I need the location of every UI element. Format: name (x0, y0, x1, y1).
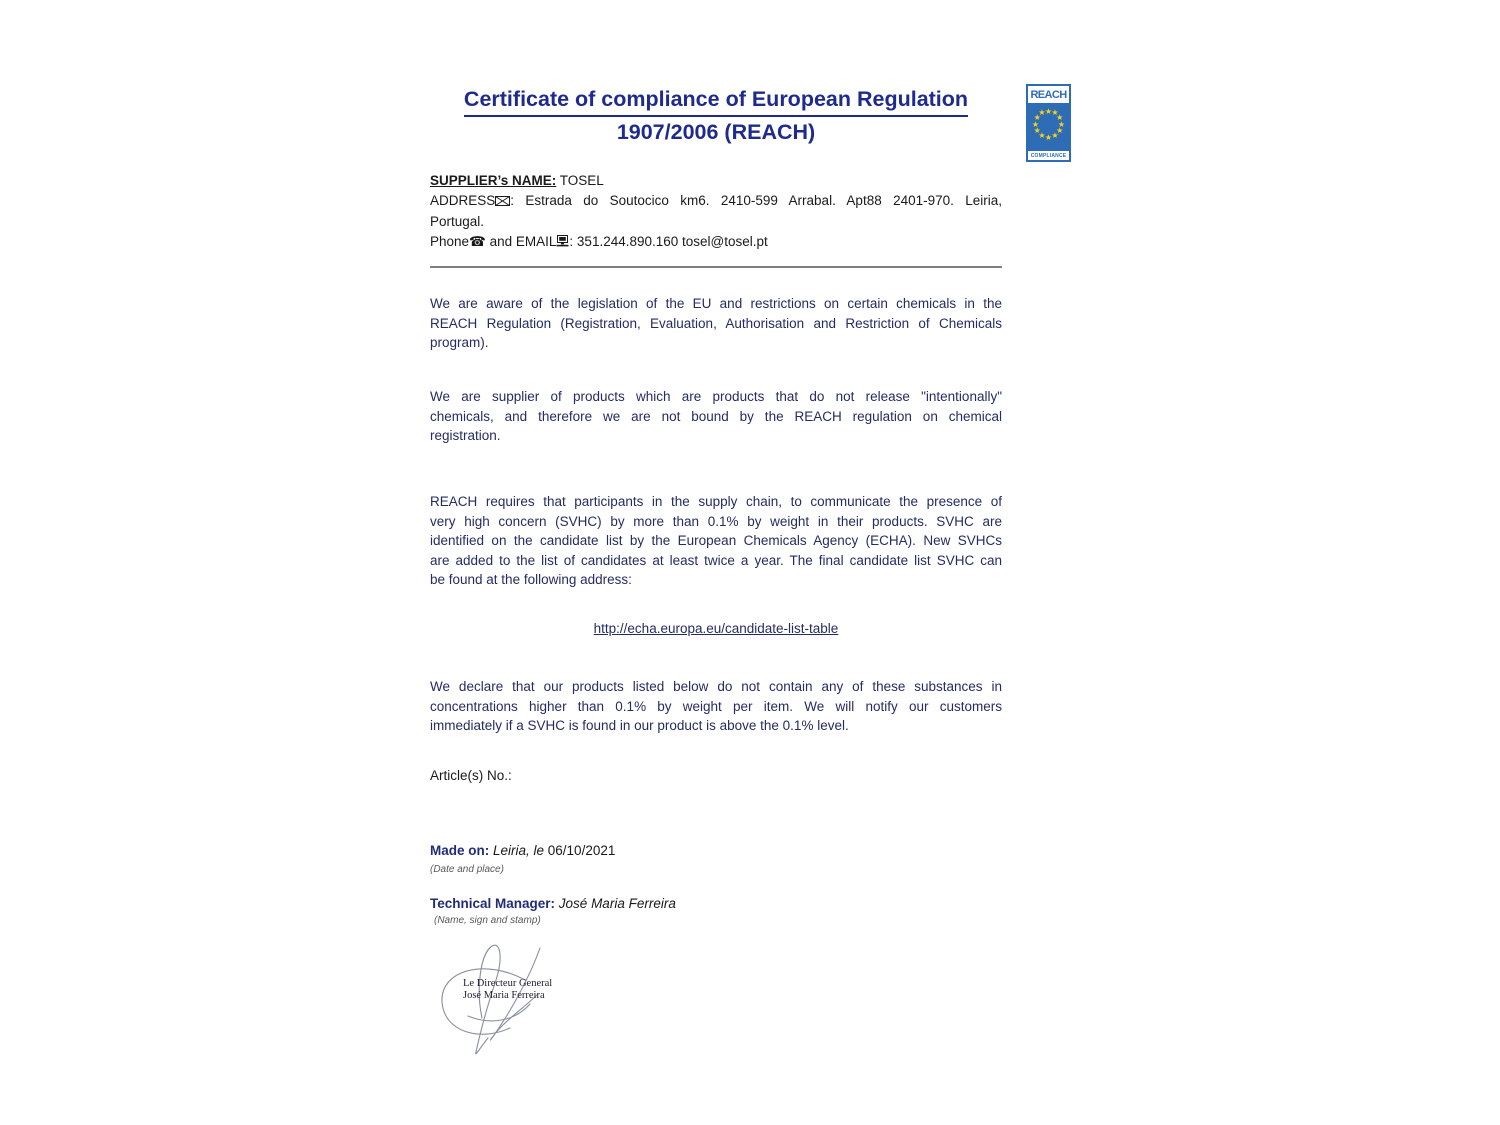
supplier-name-label: SUPPLIER’s NAME: (430, 173, 557, 188)
paragraph-svhc-requirements: REACH requires that participants in the supply chain, to communicate the presence of very high concern (SVHC) by more than 0.1% by weight in their products. SVHC are identified on the candidate list by the European Chemicals Agency (ECHA). New SVHCs are added to the list of candidates at least twice a year. The final candidate list SVHC can be found at the following address: (430, 494, 1002, 587)
computer-icon (556, 233, 569, 253)
made-on-place: Leiria, le (489, 843, 548, 858)
supplier-name-value: TOSEL (556, 173, 604, 188)
signature-title: Le Directeur General (463, 978, 553, 989)
signature-name: José Maria Ferreira (463, 989, 545, 1001)
paragraph-declaration: We declare that our products listed below do not contain any of these substances in concentrations higher than 0.1% by weight per item. We will notify our customers immediately if a SVHC is found in our product is above the 0.1% level. (430, 679, 1002, 733)
made-on-label: Made on: (430, 843, 490, 858)
envelope-icon (495, 192, 510, 212)
page-title (430, 84, 1002, 147)
paragraph-awareness: We are aware of the legislation of the EU and restrictions on certain chemicals in the REACH Regulation (Registration, Evaluation, Authorisation and Restriction of Chemicals program). (430, 296, 1002, 350)
candidate-list-link[interactable]: http://echa.europa.eu/candidate-list-table (593, 621, 839, 636)
signature-stamp-text (463, 978, 552, 1001)
title-line-2: 1907/2006 (REACH) (616, 120, 816, 144)
articles-number-label: Article(s) No.: (430, 768, 512, 783)
reach-compliance-logo (1026, 84, 1071, 162)
eu-stars-icon: ★ ★ ★ ★ ★ ★ ★ ★ ★ ★ ★ ★ (1031, 106, 1066, 142)
reach-logo-title: REACH (1028, 86, 1069, 103)
supplier-contact-line: Phone☎ and EMAIL : 351.244.890.160 tosel@tosel.pt (430, 232, 1002, 253)
reach-logo-compliance-label: COMPLIANCE (1028, 151, 1069, 160)
title-line-1: Certificate of compliance of European Regulation (430, 84, 1002, 117)
made-on-date: 06/10/2021 (547, 843, 616, 858)
paragraph-supplier-status: We are supplier of products which are products that do not release "intentionally" chemicals, and therefore we are not bound by the REACH regulation on chemical registration. (430, 389, 1002, 443)
supplier-info (430, 171, 1002, 253)
date-place-note: (Date and place) (430, 864, 504, 875)
candidate-list-link-line (430, 621, 1002, 636)
horizontal-rule (430, 266, 1002, 268)
phone-icon: ☎ (469, 234, 486, 249)
supplier-address-line-2: Portugal. (430, 214, 485, 229)
supplier-name-line (430, 171, 1002, 191)
signature-block (430, 940, 580, 1055)
made-on-line (430, 843, 1002, 858)
technical-manager-label: Technical Manager: (430, 896, 556, 911)
technical-manager-value: José Maria Ferreira (555, 896, 676, 911)
name-sign-stamp-note: (Name, sign and stamp) (434, 915, 541, 926)
technical-manager-line (430, 896, 1002, 911)
supplier-address-line-1: ADDRESS : Estrada do Soutocico km6. 2410-599 Arrabal. Apt88 2401-970. Leiria, (430, 191, 1002, 212)
